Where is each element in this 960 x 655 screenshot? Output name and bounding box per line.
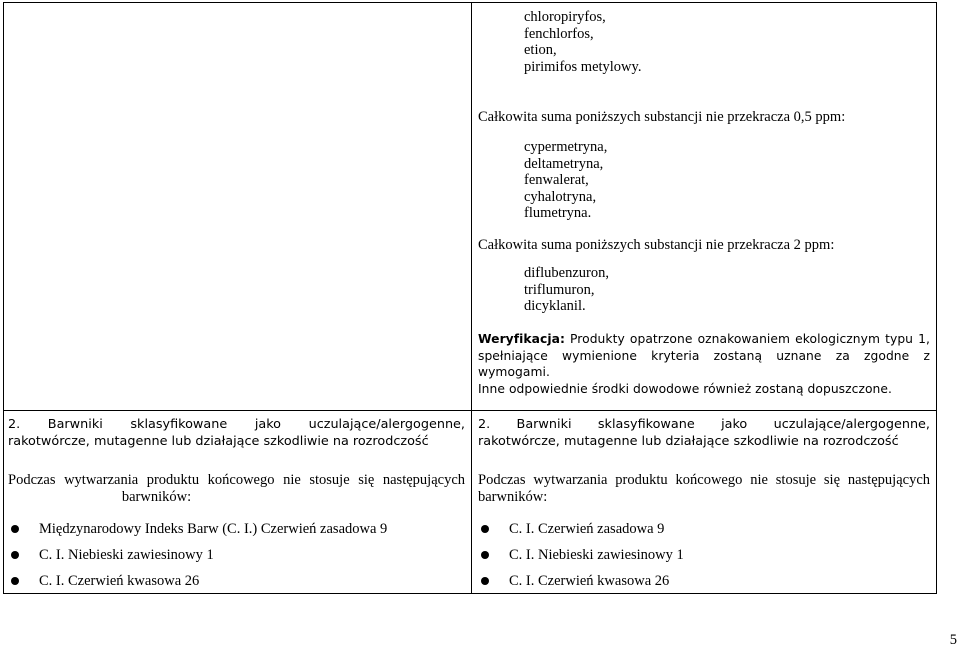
verification-label: Weryfikacja: [478, 332, 565, 346]
intro-line-2: barwników: [478, 488, 548, 505]
list-item: pirimifos metylowy. [524, 58, 642, 75]
sum-05-ppm-text: Całkowita suma poniższych substancji nie przekracza 0,5 ppm: [478, 109, 846, 125]
substance-list-a [524, 9, 641, 75]
heading-line-2: rakotwórcze, mutagenne lub działające szkodliwie na rozrodczość [8, 433, 429, 449]
list-item: C. I. Czerwień kwasowa 26 [8, 573, 387, 599]
intro-line-2: barwników: [121, 488, 192, 505]
list-item: dicyklanil. [524, 298, 586, 314]
list-item: deltametryna, [524, 155, 604, 172]
page-number: 5 [949, 632, 957, 648]
list-item: C. I. Niebieski zawiesinowy 1 [8, 547, 387, 573]
dye-list [8, 521, 387, 599]
list-item: cyhalotryna, [524, 188, 597, 205]
list-item: cypermetryna, [524, 139, 608, 155]
heading-line-1: 2. Barwniki sklasyfikowane jako uczulające/alergogenne, [8, 417, 465, 432]
list-item: Międzynarodowy Indeks Barw (C. I.) Czerwień zasadowa 9 [8, 521, 387, 547]
verification-paragraph [478, 331, 930, 397]
criteria-table [3, 2, 937, 594]
list-item: triflumuron, [524, 281, 595, 298]
heading-line-1: 2. Barwniki sklasyfikowane jako uczulające/alergogenne, [478, 417, 930, 432]
list-item: C. I. Czerwień zasadowa 9 [478, 521, 684, 547]
list-item: flumetryna. [524, 205, 592, 221]
list-item: fenwalerat, [524, 172, 589, 188]
intro-paragraph [478, 472, 930, 505]
table-cell-top-left [4, 3, 472, 411]
list-item: diflubenzuron, [524, 265, 609, 281]
intro-line-1: Podczas wytwarzania produktu końcowego nie stosuje się następujących [478, 472, 930, 488]
sum-2-ppm-text: Całkowita suma poniższych substancji nie przekracza 2 ppm: [478, 237, 835, 253]
heading-line-2: rakotwórcze, mutagenne lub działające szkodliwie na rozrodczość [478, 433, 899, 449]
table-cell-bottom-right [472, 411, 937, 594]
list-item: etion, [524, 42, 557, 58]
intro-paragraph [8, 472, 465, 505]
list-item: C. I. Niebieski zawiesinowy 1 [478, 547, 684, 573]
substance-list-b [524, 139, 607, 222]
table-cell-bottom-left [4, 411, 472, 594]
list-item: fenchlorfos, [524, 25, 594, 42]
section-heading [478, 417, 930, 450]
list-item: C. I. Czerwień kwasowa 26 [478, 573, 684, 599]
substance-list-c [524, 265, 609, 315]
intro-line-1: Podczas wytwarzania produktu końcowego nie stosuje się następujących [8, 472, 465, 488]
list-item: chloropiryfos, [524, 9, 606, 25]
section-heading [8, 417, 465, 450]
table-cell-top-right [472, 3, 937, 411]
verification-line-2: spełniające wymienione kryteria zostaną uznane za zgodne z wymogami. [478, 348, 930, 379]
verification-line-3: Inne odpowiednie środki dowodowe również zostaną dopuszczone. [478, 381, 892, 396]
verification-line-1: Produkty opatrzone oznakowaniem ekologicznym typu 1, [570, 332, 930, 346]
dye-list [478, 521, 684, 599]
